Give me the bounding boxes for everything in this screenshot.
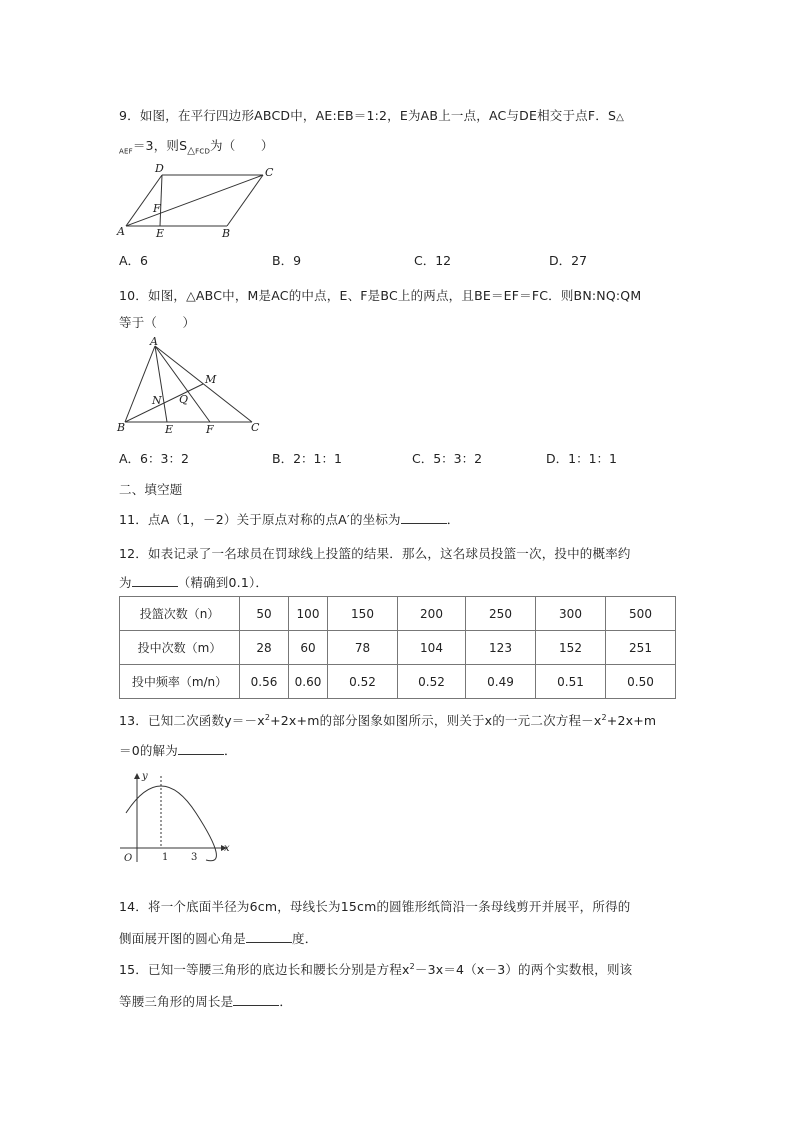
q10-label-f: F <box>206 423 214 436</box>
q10-text-line2: 等于（ ） <box>119 315 196 330</box>
q12-text-line2 <box>119 573 268 591</box>
q10-option-a[interactable]: A．6：3：2 <box>119 451 189 466</box>
q12-answer-blank[interactable] <box>132 575 178 587</box>
q9-label-c: C <box>265 166 274 179</box>
q14-unit: 度． <box>292 931 318 946</box>
q9-label-b: B <box>222 227 231 240</box>
table-row <box>120 631 676 665</box>
table-header-frequency: 投中频率（m/n） <box>120 665 240 699</box>
table-cell: 251 <box>606 631 676 665</box>
q9-subscript-aef: AEF <box>119 147 133 156</box>
q9-label-f: F <box>153 202 161 215</box>
q9-options <box>119 251 679 267</box>
q13-exponent-2: 2 <box>601 712 607 722</box>
table-cell: 78 <box>328 631 398 665</box>
q13-text-line1 <box>119 711 656 729</box>
q13-tick-3: 3 <box>191 852 198 863</box>
q10-option-c[interactable]: C．5：3：2 <box>412 451 483 466</box>
section-title-fill-in: 二、填空题 <box>119 482 183 497</box>
q14-text-line2 <box>119 929 317 947</box>
q10-side-ca <box>155 346 252 422</box>
q9-option-b[interactable]: B．9 <box>272 253 302 268</box>
q9-segment-de <box>160 175 162 226</box>
q9-subscript-fcd: FCD <box>195 147 211 156</box>
q9-text-line1 <box>119 106 624 124</box>
q13-parabola-curve <box>126 786 216 861</box>
q11-text <box>119 510 459 528</box>
q13-stem-2: ＝0的解为 <box>119 743 178 758</box>
q10-option-d[interactable]: D．1：1：1 <box>546 451 617 466</box>
table-cell: 50 <box>240 597 289 631</box>
q15-exponent: 2 <box>409 961 415 971</box>
table-cell: 0.49 <box>466 665 536 699</box>
q9-triangle-symbol: △ <box>616 112 624 123</box>
table-cell: 150 <box>328 597 398 631</box>
q10-label-c: C <box>251 421 260 434</box>
table-row <box>120 665 676 699</box>
q10-label-m: M <box>205 373 217 386</box>
q10-side-ab <box>125 346 155 422</box>
q15-stem-2: 等腰三角形的周长是 <box>119 994 234 1009</box>
q10-label-q: Q <box>179 393 189 406</box>
q14-stem-2: 侧面展开图的圆心角是 <box>119 931 247 946</box>
q9-stem: 9．如图，在平行四边形ABCD中，AE:EB＝1:2，E为AB上一点，AC与DE相交于点F．S <box>119 108 617 123</box>
table-cell: 250 <box>466 597 536 631</box>
table-cell: 0.52 <box>398 665 466 699</box>
q15-text-line1 <box>119 960 632 978</box>
q11-end: ． <box>446 512 460 527</box>
q10-label-a: A <box>150 335 158 348</box>
q13-tick-1: 1 <box>162 852 169 863</box>
q15-stem-b: －3x＝4（x－3）的两个实数根，则该 <box>414 962 633 977</box>
q12-frequency-table <box>119 596 676 699</box>
q10-label-n: N <box>152 394 162 407</box>
table-row <box>120 597 676 631</box>
q9-answer-paren: 为（ ） <box>210 138 274 153</box>
table-cell: 200 <box>398 597 466 631</box>
q9-label-a: A <box>117 225 125 238</box>
table-cell: 0.52 <box>328 665 398 699</box>
table-cell: 300 <box>536 597 606 631</box>
table-cell: 0.50 <box>606 665 676 699</box>
q13-label-origin: O <box>124 853 133 864</box>
q12-precision-note: （精确到0.1）． <box>177 575 269 590</box>
q13-end: ． <box>223 743 237 758</box>
q9-area-given: ＝3，则S <box>132 138 188 153</box>
table-cell: 100 <box>289 597 328 631</box>
q9-option-a[interactable]: A．6 <box>119 253 149 268</box>
table-cell: 0.51 <box>536 665 606 699</box>
q9-label-e: E <box>156 227 165 240</box>
q10-label-e: E <box>165 423 174 436</box>
q13-label-x: x <box>224 843 230 854</box>
q10-segment-af <box>155 346 210 422</box>
q14-answer-blank[interactable] <box>246 931 292 943</box>
q11-stem: 11．点A（1，－2）关于原点对称的点A′的坐标为 <box>119 512 401 527</box>
q9-triangle-symbol-2: △ <box>187 145 196 157</box>
q13-parabola-graph <box>116 764 236 866</box>
q10-option-b[interactable]: B．2：1：1 <box>272 451 342 466</box>
q15-text-line2 <box>119 992 292 1010</box>
q9-label-d: D <box>155 162 164 175</box>
q15-stem-a: 15．已知一等腰三角形的底边长和腰长分别是方程x <box>119 962 410 977</box>
table-cell: 104 <box>398 631 466 665</box>
table-cell: 152 <box>536 631 606 665</box>
table-header-attempts: 投篮次数（n） <box>120 597 240 631</box>
q13-label-y: y <box>142 771 148 782</box>
q15-end: ． <box>279 994 293 1009</box>
q9-diagonal-ac <box>126 175 263 226</box>
q10-segment-ae <box>155 346 167 422</box>
q12-text-line1: 12．如表记录了一名球员在罚球线上投篮的结果．那么，这名球员投篮一次，投中的概率约 <box>119 546 631 561</box>
q13-stem-c: +2x+m <box>606 713 657 728</box>
q15-answer-blank[interactable] <box>233 994 279 1006</box>
q14-text-line1: 14．将一个底面半径为6cm，母线长为15cm的圆锥形纸筒沿一条母线剪开并展平，所得的 <box>119 899 631 914</box>
q9-option-c[interactable]: C．12 <box>414 253 452 268</box>
q13-stem-a: 13．已知二次函数y＝－x <box>119 713 265 728</box>
q13-text-line2 <box>119 741 237 759</box>
table-cell: 0.60 <box>289 665 328 699</box>
q9-text-line2 <box>119 136 274 157</box>
table-header-made: 投中次数（m） <box>120 631 240 665</box>
q13-stem-b: +2x+m的部分图象如图所示，则关于x的一元二次方程－x <box>270 713 602 728</box>
table-cell: 28 <box>240 631 289 665</box>
q10-triangle-figure <box>114 334 264 438</box>
q10-label-b: B <box>117 421 126 434</box>
q9-side-da <box>126 175 162 226</box>
q13-answer-blank[interactable] <box>178 743 224 755</box>
q9-parallelogram-figure <box>116 160 286 240</box>
table-cell: 60 <box>289 631 328 665</box>
q10-text-line1: 10．如图，△ABC中，M是AC的中点，E、F是BC上的两点，且BE＝EF＝FC．则BN:NQ:QM <box>119 288 642 303</box>
table-cell: 123 <box>466 631 536 665</box>
q9-side-bc <box>227 175 263 226</box>
table-cell: 0.56 <box>240 665 289 699</box>
q10-options <box>119 449 679 465</box>
q11-answer-blank[interactable] <box>401 512 447 524</box>
table-cell: 500 <box>606 597 676 631</box>
q13-exponent: 2 <box>264 712 271 722</box>
q9-option-d[interactable]: D．27 <box>549 253 588 268</box>
q12-stem-2: 为 <box>119 575 132 590</box>
